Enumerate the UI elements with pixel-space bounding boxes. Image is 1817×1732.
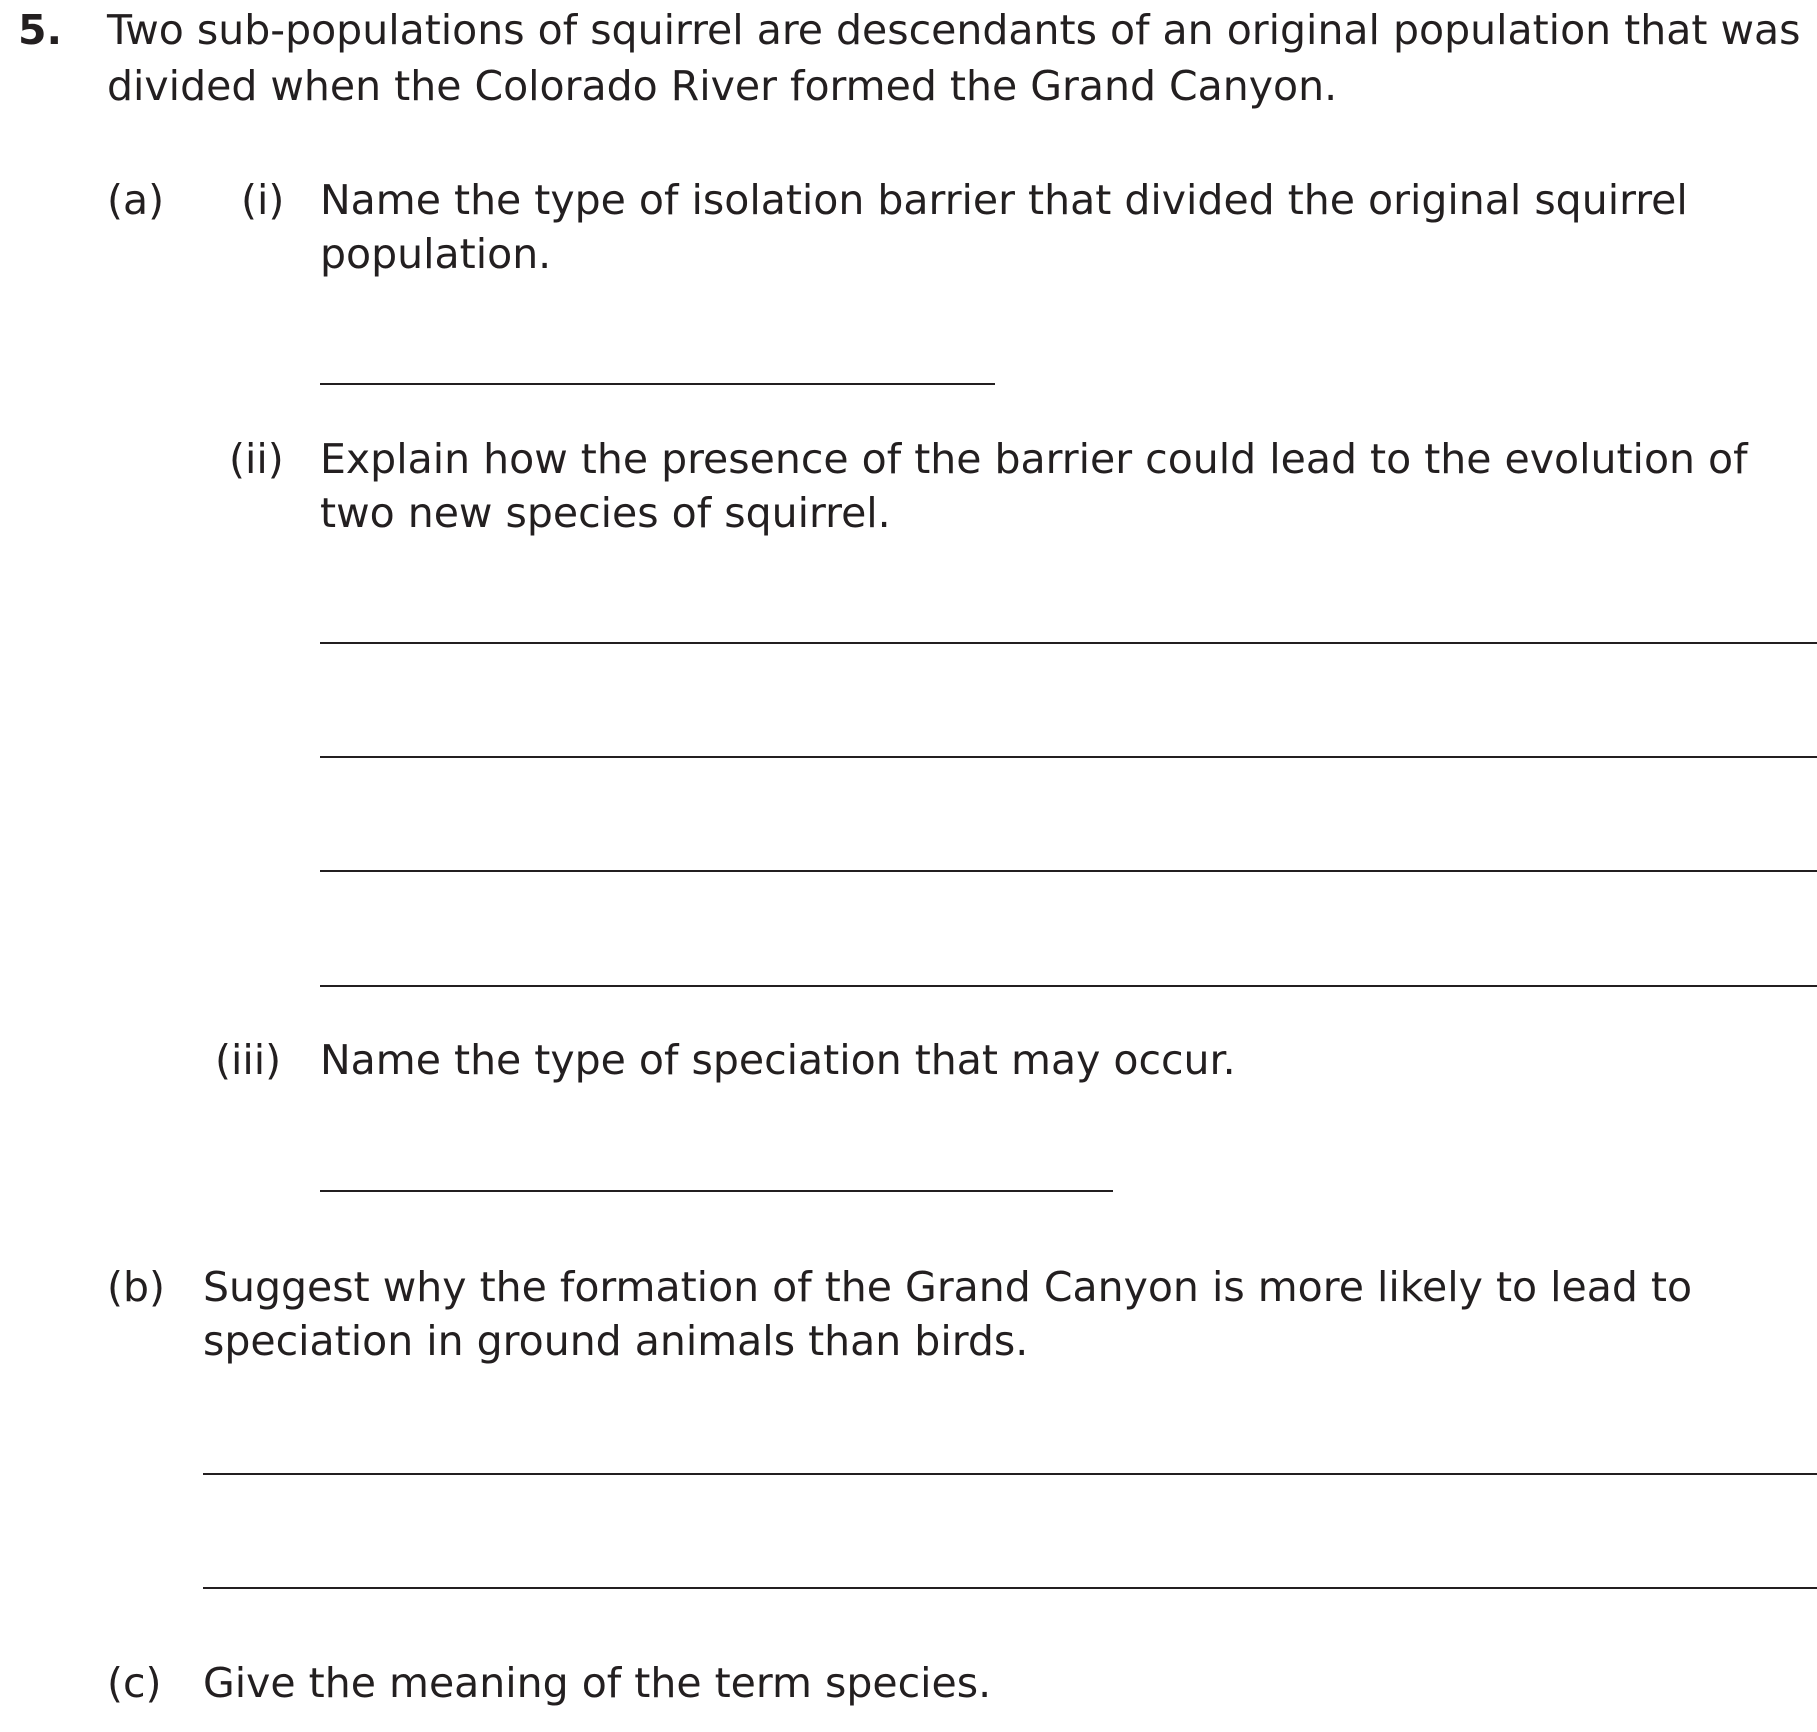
part-a-i-text-line-1: Name the type of isolation barrier that divided the original squirrel [320,176,1688,224]
part-a-i-label: (i) [241,176,285,224]
question-intro-line-2: divided when the Colorado River formed the Grand Canyon. [107,62,1338,110]
answer-line-b-1[interactable] [203,1473,1817,1475]
part-a-label: (a) [107,176,165,224]
answer-line-a-ii-4[interactable] [320,985,1817,987]
part-a-ii-text-line-2: two new species of squirrel. [320,489,891,537]
part-b-text-line-2: speciation in ground animals than birds. [203,1317,1029,1365]
part-a-ii-label: (ii) [229,435,284,483]
part-a-i-text-line-2: population. [320,230,552,278]
part-a-iii-text-line-1: Name the type of speciation that may occur. [320,1036,1236,1084]
part-b-label: (b) [107,1263,166,1311]
answer-line-b-2[interactable] [203,1587,1817,1589]
question-intro-line-1: Two sub-populations of squirrel are descendants of an original population that was [107,6,1801,54]
part-c-label: (c) [107,1659,162,1707]
answer-line-a-ii-1[interactable] [320,642,1817,644]
part-a-ii-text-line-1: Explain how the presence of the barrier could lead to the evolution of [320,435,1748,483]
answer-line-a-ii-2[interactable] [320,756,1817,758]
answer-line-a-i[interactable] [320,383,995,385]
answer-line-a-ii-3[interactable] [320,870,1817,872]
part-c-text-line-1: Give the meaning of the term species. [203,1659,992,1707]
part-a-iii-label: (iii) [215,1036,282,1084]
answer-line-a-iii[interactable] [320,1190,1113,1192]
part-b-text-line-1: Suggest why the formation of the Grand Canyon is more likely to lead to [203,1263,1693,1311]
question-number: 5. [18,6,63,54]
